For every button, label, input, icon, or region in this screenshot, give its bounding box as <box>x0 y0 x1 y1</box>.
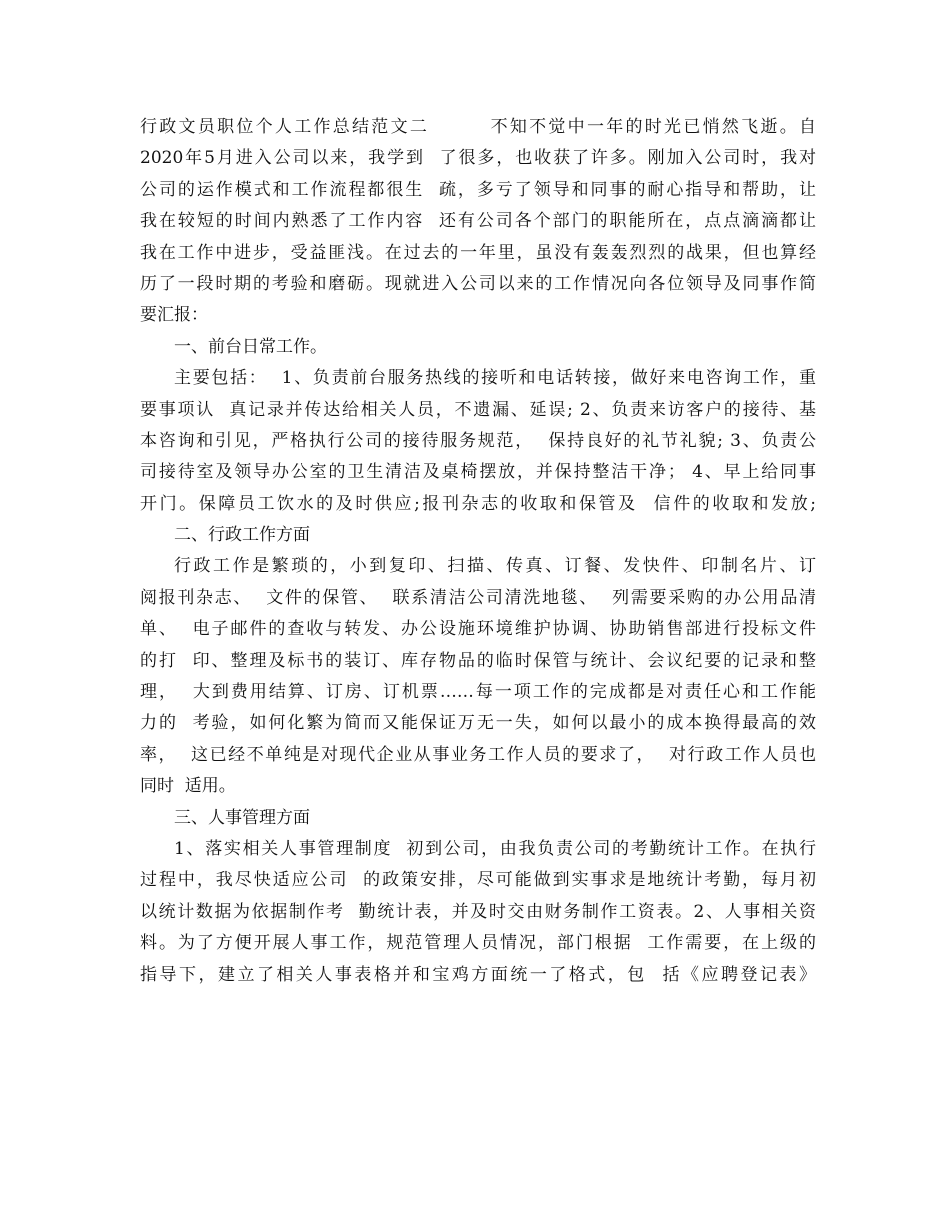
document-line: 指导下，建立了相关人事表格并和宝鸡方面统一了格式，包 括《应聘登记表》 <box>140 964 816 985</box>
document-line: 过程中，我尽快适应公司 的政策安排，尽可能做到实事求是地统计考勤，每月初 <box>140 870 816 891</box>
document-line: 1、落实相关人事管理制度 初到公司，由我负责公司的考勤统计工作。在执行 <box>174 838 816 859</box>
document-line: 一、前台日常工作。 <box>174 336 327 357</box>
document-line: 要汇报： <box>140 305 208 326</box>
document-line: 行政工作是繁琐的，小到复印、扫描、传真、订餐、发快件、印制名片、订 <box>174 556 816 577</box>
document-line: 二、行政工作方面 <box>174 525 310 546</box>
document-line: 的打 印、整理及标书的装订、库存物品的临时保管与统计、会议纪要的记录和整 <box>140 650 816 671</box>
document-line: 料。为了方便开展人事工作，规范管理人员情况，部门根据 工作需要，在上级的 <box>140 933 816 954</box>
document-body <box>140 112 816 991</box>
document-line: 主要包括： 1、负责前台服务热线的接听和电话转接，做好来电咨询工作，重 <box>174 368 816 389</box>
document-line: 率， 这已经不单纯是对现代企业从事业务工作人员的要求了， 对行政工作人员也 <box>140 744 816 765</box>
document-line: 司接待室及领导办公室的卫生清洁及桌椅摆放，并保持整洁干净； 4、早上给同事 <box>140 462 816 483</box>
document-line: 力的 考验，如何化繁为简而又能保证万无一失，如何以最小的成本换得最高的效 <box>140 713 816 734</box>
document-line: 我在较短的时间内熟悉了工作内容 还有公司各个部门的职能所在，点点滴滴都让 <box>140 211 816 232</box>
document-line: 公司的运作模式和工作流程都很生 疏，多亏了领导和同事的耐心指导和帮助，让 <box>140 179 816 200</box>
document-line: 同时 适用。 <box>140 776 236 797</box>
document-line: 阅报刊杂志、 文件的保管、 联系清洁公司清洗地毯、 列需要采购的办公用品清 <box>140 587 816 608</box>
document-line: 2020年5月进入公司以来，我学到 了很多，也收获了许多。刚加入公司时，我对 <box>140 148 816 169</box>
document-line: 单、 电子邮件的查收与转发、办公设施环境维护协调、协助销售部进行投标文件 <box>140 619 816 640</box>
document-line: 本咨询和引见，严格执行公司的接待服务规范， 保持良好的礼节礼貌; 3、负责公 <box>140 430 816 451</box>
document-line: 我在工作中进步，受益匪浅。在过去的一年里，虽没有轰轰烈烈的战果，但也算经 <box>140 242 816 263</box>
document-line: 行政文员职位个人工作总结范文二 不知不觉中一年的时光已悄然飞逝。自 <box>140 117 816 137</box>
document-line: 理， 大到费用结算、订房、订机票……每一项工作的完成都是对责任心和工作能 <box>140 682 816 703</box>
document-line: 开门。保障员工饮水的及时供应;报刊杂志的收取和保管及 信件的收取和发放; <box>140 493 816 514</box>
document-line: 以统计数据为依据制作考 勤统计表，并及时交由财务制作工资表。2、人事相关资 <box>140 901 816 922</box>
document-line: 要事项认 真记录并传达给相关人员，不遗漏、延误; 2、负责来访客户的接待、基 <box>140 399 816 420</box>
document-line: 三、人事管理方面 <box>174 807 310 828</box>
document-line: 历了一段时期的考验和磨砺。现就进入公司以来的工作情况向各位领导及同事作简 <box>140 273 816 294</box>
